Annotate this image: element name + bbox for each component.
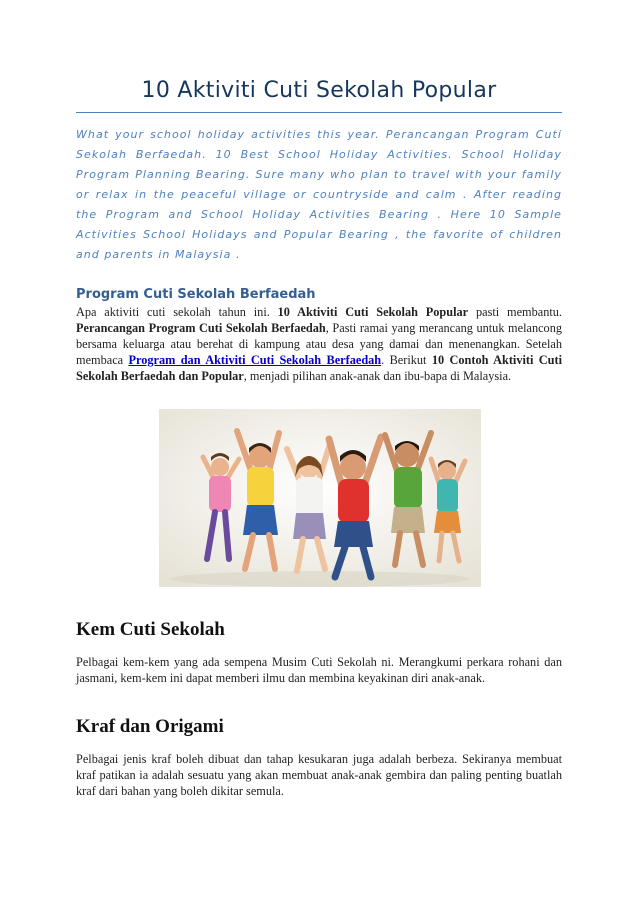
title-underline-rule [76, 112, 562, 113]
section-paragraph-kraf: Pelbagai jenis kraf boleh dibuat dan tahap kesukaran juga adalah berbeza. Sekiranya membuat kraf patikan ia adalah sesuatu yang akan membuat anak-anak gembira dan paling penting buatlah kraf dari bahan yang boleh dikitar semula. [76, 752, 562, 798]
text-run: , Pasti ramai yang merancang untuk melancong bersama keluarga atau berehat di kampung atau desa yang damai dan menenangkan. Setelah membaca [76, 321, 562, 367]
text-run: Apa aktiviti cuti sekolah tahun ini. [76, 305, 278, 319]
page-title: 10 Aktiviti Cuti Sekolah Popular [141, 78, 497, 103]
text-run: . Berikut [381, 353, 432, 367]
section-paragraph-kem: Pelbagai kem-kem yang ada sempena Musim Cuti Sekolah ni. Merangkumi perkara rohani dan jasmani, kem-kem ini dapat memberi ilmu dan membina keyakinan diri anak-anak. [76, 655, 562, 685]
section-heading-program: Program Cuti Sekolah Berfaedah [76, 287, 316, 302]
bold-run: Perancangan Program Cuti Sekolah Berfaedah [76, 321, 326, 335]
program-link[interactable]: Program dan Aktiviti Cuti Sekolah Berfaedah [128, 353, 382, 367]
section-paragraph-program [76, 304, 562, 384]
section-heading-kem: Kem Cuti Sekolah [76, 619, 225, 640]
bold-run: 10 Contoh Aktiviti Cuti Sekolah Berfaedah dan Popular [76, 353, 562, 383]
bold-run: 10 Aktiviti Cuti Sekolah Popular [277, 305, 469, 319]
text-run: , menjadi pilihan anak-anak dan ibu-bapa di Malaysia. [243, 369, 512, 383]
section-heading-kraf: Kraf dan Origami [76, 716, 224, 737]
text-run: pasti membantu. [468, 305, 562, 319]
children-jumping-photo [159, 409, 481, 587]
intro-subtitle: What your school holiday activities this year. Perancangan Program Cuti Sekolah Berfaedah. 10 Best School Holiday Activities. School Holiday Program Planning Bearing. Sure many who plan to travel with your family or relax in the peaceful village or countryside and calm . After reading the Program and School Holiday Activities Bearing . Here 10 Sample Activities School Holidays and Popular Bearing , the favorite of children and parents in Malaysia . [76, 128, 562, 261]
